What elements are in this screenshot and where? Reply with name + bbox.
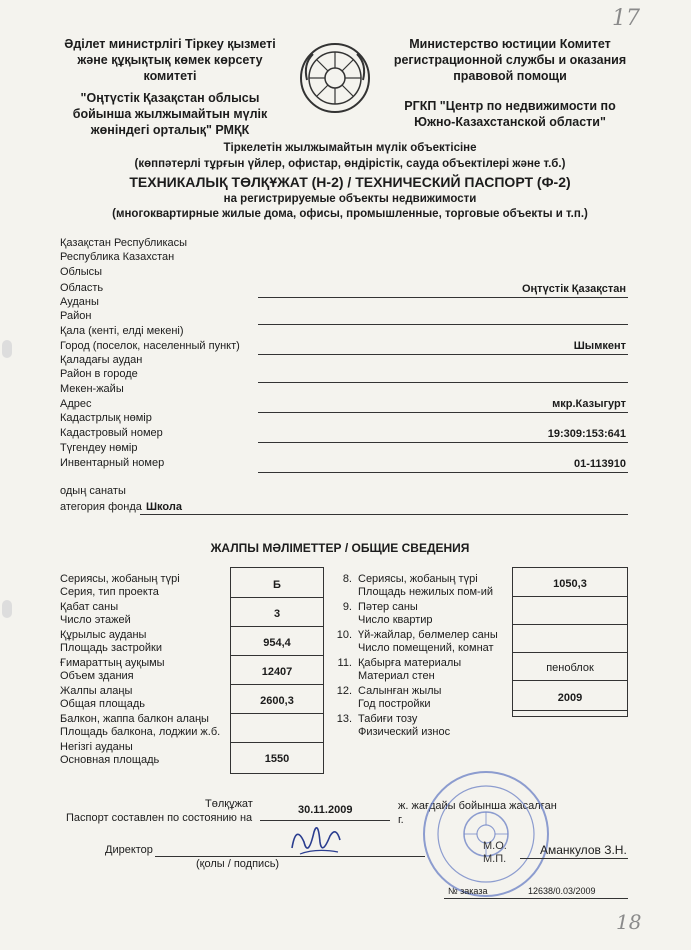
general-left-value-box [230, 567, 324, 774]
title-line: Тіркелетін жылжымайтын мүлік объектісіне [223, 142, 477, 154]
kazakhstan-emblem-icon [297, 40, 373, 116]
row-label-ru: Материал стен [358, 670, 435, 682]
field-underline [258, 324, 628, 325]
row-number: 12. [336, 685, 352, 697]
cell-divider [231, 684, 323, 685]
title-line: (көппәтерлі тұрғын үйлер, офистар, өндірістік, сауда объектілері және т.б.) [134, 158, 566, 170]
title-line: на регистрируемые объекты недвижимости [223, 193, 477, 205]
row-label-kz: Табиғи тозу [358, 713, 418, 725]
title-block [40, 140, 660, 222]
row-number: 9. [342, 601, 352, 613]
row-label-kz: Сериясы, жобаның түрі [358, 573, 478, 585]
cell-divider [231, 597, 323, 598]
country-kz-label: Қазақстан Республикасы [60, 237, 188, 249]
cell-divider [513, 624, 627, 625]
row-label-kz: Негізгі ауданы [60, 741, 133, 753]
passport-ru-label: Паспорт составлен по состоянию на [66, 812, 253, 824]
state-ru-label: г. [398, 814, 404, 826]
row-label-kz: Үй-жайлар, бөлмелер саны [358, 629, 498, 641]
city-kz-label: Қала (кенті, елді мекені) [60, 325, 184, 337]
row-label-ru: Площадь застройки [60, 642, 162, 654]
header-right-line: РГКП "Центр по недвижимости по [404, 99, 616, 113]
document-title: ТЕХНИКАЛЫҚ ТӨЛҚҰЖАТ (Н-2) / ТЕХНИЧЕСКИЙ ПАСПОРТ (Ф-2) [129, 174, 571, 190]
row-label-kz: Қабат саны [60, 601, 119, 613]
header-right [380, 36, 640, 130]
row-label-kz: Ғимараттың ауқымы [60, 657, 165, 669]
row-value: 2600,3 [260, 695, 294, 707]
oblys-value: Оңтүстік Қазақстан [521, 283, 626, 295]
header-right-line: регистрационной службы и оказания [393, 53, 627, 67]
row-label-ru: Число этажей [60, 614, 131, 626]
inventory-kz-label: Түгендеу нөмір [60, 442, 138, 454]
stamp-ru-label: М.П. [483, 853, 507, 865]
header-right-line: Южно-Казахстанской области" [414, 115, 606, 129]
address-kz-label: Мекен-жайы [60, 383, 124, 395]
director-label: Директор [105, 844, 153, 856]
row-label-ru: Серия, тип проекта [60, 586, 159, 598]
city-ru-label: Город (поселок, населенный пункт) [60, 340, 240, 352]
row-value: пеноблок [546, 662, 594, 674]
row-number: 13. [336, 713, 352, 725]
row-label-kz: Пәтер саны [358, 601, 418, 613]
fund-value: Школа [146, 501, 182, 513]
field-underline [258, 382, 628, 383]
row-label-ru: Объем здания [60, 670, 134, 682]
cadastral-value: 19:309:153:641 [547, 428, 626, 440]
audan-ru-label: Район [60, 310, 92, 322]
cell-divider [231, 742, 323, 743]
oblys-kz-label: Облысы [60, 266, 103, 278]
cadastral-ru-label: Кадастровый номер [60, 427, 163, 439]
binder-hole [2, 340, 12, 358]
order-label: № заказа [448, 886, 488, 896]
audan-kz-label: Ауданы [60, 296, 99, 308]
header-right-line: правовой помощи [453, 69, 567, 83]
field-underline [444, 898, 628, 899]
row-label-kz: Салынған жылы [358, 685, 442, 697]
cell-divider [231, 655, 323, 656]
row-label-ru: Общая площадь [60, 698, 145, 710]
inventory-value: 01-113910 [574, 458, 626, 470]
row-number: 10. [336, 629, 352, 641]
title-line: (многоквартирные жилые дома, офисы, промышленные, торговые объекты и т.п.) [112, 208, 588, 220]
header-left-line: және құқықтық көмек көрсету [77, 53, 263, 67]
row-label-kz: Жалпы алаңы [60, 685, 133, 697]
cell-divider [513, 680, 627, 681]
header-left-line: "Оңтүстік Қазақстан облысы [80, 91, 260, 105]
row-number: 8. [342, 573, 352, 585]
row-value: 954,4 [263, 637, 291, 649]
general-right-value-box [512, 567, 628, 717]
field-underline [258, 297, 628, 298]
state-kz-label: ж. жағдайы бойынша жасалған [398, 800, 557, 812]
corner-note-bottom: 18 [616, 910, 642, 934]
row-label-ru: Площадь балкона, лоджии ж.б. [60, 726, 221, 738]
cadastral-kz-label: Кадастрлық нөмір [60, 412, 152, 424]
header-right-line: Министерство юстиции Комитет [409, 37, 611, 51]
row-label-kz: Сериясы, жобаның түрі [60, 573, 180, 585]
row-value: 1050,3 [553, 578, 587, 590]
row-label-kz: Балкон, жаппа балкон алаңы [60, 713, 209, 725]
country-ru-label: Республика Казахстан [60, 251, 175, 263]
field-underline [520, 858, 628, 859]
row-label-ru: Площадь нежилых пом-ий [358, 586, 493, 598]
signature-mark [286, 818, 346, 862]
stamp-kz-label: М.О. [483, 840, 507, 852]
row-label-ru: Основная площадь [60, 754, 160, 766]
header-left-line: жөніндегі орталық" РМҚК [90, 123, 250, 137]
city-district-ru-label: Район в городе [60, 368, 138, 380]
header-left-line: Әділет министрлігі Тіркеу қызметі [64, 37, 276, 51]
row-value: 3 [273, 608, 281, 620]
passport-kz-label: Төлқұжат [205, 798, 253, 810]
address-ru-label: Адрес [60, 398, 92, 410]
row-value: 1550 [264, 753, 290, 765]
row-number: 11. [337, 657, 352, 669]
row-label-ru: Число квартир [358, 614, 433, 626]
row-label-kz: Қабырға материалы [358, 657, 462, 669]
row-label-ru: Год постройки [358, 698, 431, 710]
official-stamp-icon [420, 768, 552, 900]
field-underline [258, 442, 628, 443]
inventory-ru-label: Инвентарный номер [60, 457, 165, 469]
director-name: Аманкулов З.Н. [540, 843, 627, 857]
row-value: Б [273, 579, 281, 591]
binder-hole [2, 600, 12, 618]
row-label-ru: Физический износ [358, 726, 451, 738]
row-label-kz: Құрылыс ауданы [60, 629, 147, 641]
field-underline [258, 472, 628, 473]
general-section-title: ЖАЛПЫ МӘЛІМЕТТЕР / ОБЩИЕ СВЕДЕНИЯ [210, 541, 470, 555]
row-label-ru: Число помещений, комнат [358, 642, 494, 654]
city-district-kz-label: Қаладағы аудан [60, 354, 143, 366]
fund-ru-label: атегория фонда [60, 501, 142, 513]
cell-divider [513, 710, 627, 711]
address-value: мкр.Казыгурт [552, 398, 626, 410]
field-underline [258, 354, 628, 355]
oblys-ru-label: Область [60, 282, 104, 294]
field-underline [258, 412, 628, 413]
header-left-line: комитеті [143, 69, 197, 83]
row-value: 2009 [557, 692, 583, 704]
header-left-line: бойынша жылжымайтын мүлік [72, 107, 268, 121]
cell-divider [513, 596, 627, 597]
city-value: Шымкент [573, 340, 626, 352]
field-underline [140, 514, 628, 515]
cell-divider [513, 652, 627, 653]
cell-divider [231, 713, 323, 714]
row-value: 12407 [261, 666, 293, 678]
header-left [50, 36, 290, 138]
passport-date-value: 30.11.2009 [298, 804, 353, 816]
order-value: 12638/0.03/2009 [528, 886, 596, 896]
corner-note-top: 17 [612, 6, 640, 31]
cell-divider [231, 626, 323, 627]
signature-caption: (қолы / подпись) [196, 858, 280, 870]
fund-kz-label: одың санаты [60, 485, 126, 497]
